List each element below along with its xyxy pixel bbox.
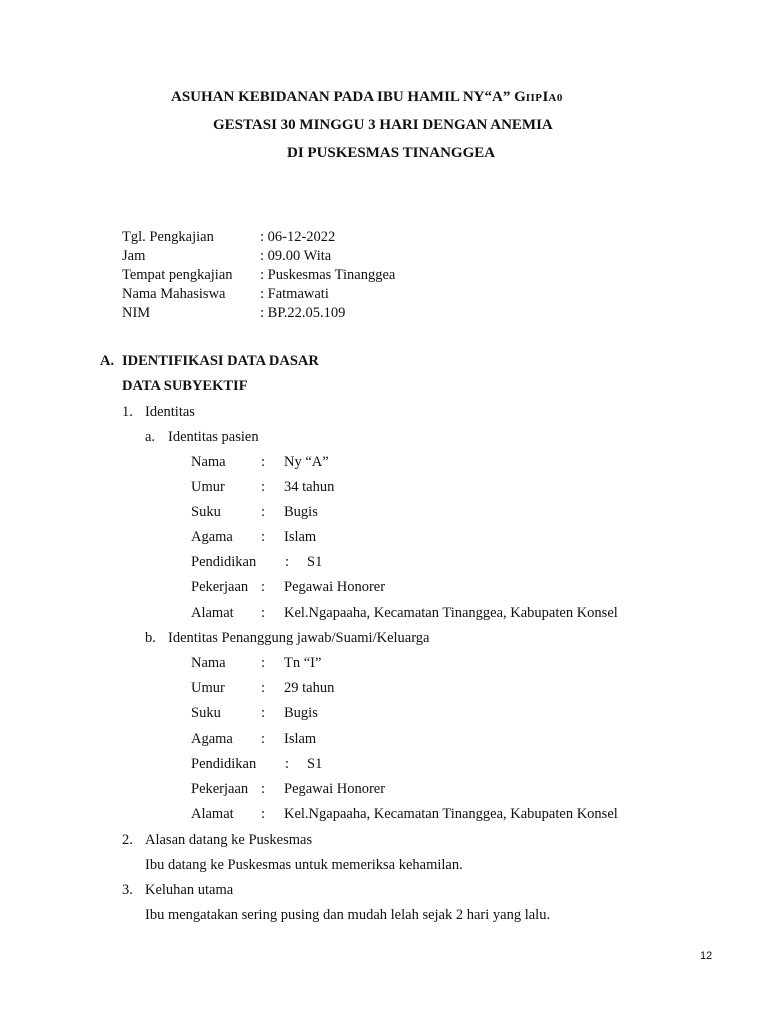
- field-label: Umur: [191, 479, 225, 495]
- field-colon: :: [261, 605, 266, 621]
- meta-label: Nama Mahasiswa: [122, 286, 226, 302]
- list-item-text: Ibu datang ke Puskesmas untuk memeriksa kehamilan.: [145, 857, 463, 873]
- meta-label: Tgl. Pengkajian: [122, 229, 214, 245]
- field-value: 29 tahun: [284, 680, 335, 696]
- field-value: Pegawai Honorer: [284, 579, 386, 595]
- field-colon: :: [261, 529, 266, 545]
- title-line-1-main: ASUHAN KEBIDANAN PADA IBU HAMIL NY“A” G: [171, 89, 526, 105]
- list-item-text: Ibu mengatakan sering pusing dan mudah lelah sejak 2 hari yang lalu.: [145, 907, 551, 923]
- field-colon: :: [285, 756, 290, 772]
- section-heading: IDENTIFIKASI DATA DASAR: [122, 353, 319, 369]
- field-value: Kel.Ngapaaha, Kecamatan Tinanggea, Kabupaten Konsel: [284, 605, 618, 621]
- field-value: 34 tahun: [284, 479, 335, 495]
- field-colon: :: [261, 504, 266, 520]
- field-value: Islam: [284, 529, 317, 545]
- field-colon: :: [261, 731, 266, 747]
- field-label: Pendidikan: [191, 756, 257, 772]
- title-line-1-gravida: IIP: [525, 92, 543, 104]
- field-label: Suku: [191, 504, 221, 520]
- sublist-letter: b.: [145, 630, 156, 646]
- responsible-identity-heading: Identitas Penanggung jawab/Suami/Keluarga: [168, 630, 430, 646]
- field-colon: :: [261, 454, 266, 470]
- document-title-line-2: GESTASI 30 MINGGU 3 HARI DENGAN ANEMIA: [213, 117, 553, 133]
- meta-value: : Puskesmas Tinanggea: [260, 267, 396, 283]
- field-label: Suku: [191, 705, 221, 721]
- field-colon: :: [261, 781, 266, 797]
- field-label: Alamat: [191, 605, 234, 621]
- field-label: Alamat: [191, 806, 234, 822]
- field-label: Pendidikan: [191, 554, 257, 570]
- title-line-1-abortus-count: 0: [556, 92, 563, 104]
- field-value: Tn “I”: [284, 655, 322, 671]
- section-number: A.: [100, 353, 115, 369]
- field-value: Pegawai Honorer: [284, 781, 386, 797]
- field-label: Pekerjaan: [191, 781, 249, 797]
- page-number: 12: [700, 950, 713, 962]
- field-value: Kel.Ngapaaha, Kecamatan Tinanggea, Kabupaten Konsel: [284, 806, 618, 822]
- section-subheading: DATA SUBYEKTIF: [122, 378, 248, 394]
- field-value: Ny “A”: [284, 454, 329, 470]
- meta-label: Tempat pengkajian: [122, 267, 233, 283]
- field-label: Agama: [191, 731, 233, 747]
- field-value: Islam: [284, 731, 317, 747]
- list-number: 1.: [122, 404, 133, 420]
- list-item-label: Keluhan utama: [145, 882, 234, 898]
- meta-value: : BP.22.05.109: [260, 305, 346, 321]
- field-value: S1: [307, 756, 323, 772]
- title-line-1-abortus: A: [548, 92, 557, 104]
- field-colon: :: [261, 479, 266, 495]
- field-label: Pekerjaan: [191, 579, 249, 595]
- list-item-label: Alasan datang ke Puskesmas: [145, 832, 313, 848]
- document-title-line-1: [171, 90, 563, 105]
- meta-label: Jam: [122, 248, 146, 264]
- field-label: Umur: [191, 680, 225, 696]
- field-colon: :: [261, 579, 266, 595]
- field-value: Bugis: [284, 705, 318, 721]
- meta-value: : 09.00 Wita: [260, 248, 332, 264]
- field-colon: :: [261, 655, 266, 671]
- title-line-1-para: I: [542, 89, 549, 105]
- field-label: Agama: [191, 529, 233, 545]
- patient-identity-heading: Identitas pasien: [168, 429, 259, 445]
- field-value: Bugis: [284, 504, 318, 520]
- meta-value: : Fatmawati: [260, 286, 329, 302]
- meta-value: : 06-12-2022: [260, 229, 336, 245]
- field-label: Nama: [191, 454, 226, 470]
- field-colon: :: [261, 705, 266, 721]
- list-item-label: Identitas: [145, 404, 195, 420]
- meta-label: NIM: [122, 305, 151, 321]
- field-label: Nama: [191, 655, 226, 671]
- sublist-letter: a.: [145, 429, 156, 445]
- list-number: 2.: [122, 832, 133, 848]
- field-colon: :: [285, 554, 290, 570]
- list-number: 3.: [122, 882, 133, 898]
- field-colon: :: [261, 680, 266, 696]
- field-colon: :: [261, 806, 266, 822]
- field-value: S1: [307, 554, 323, 570]
- document-title-line-3: DI PUSKESMAS TINANGGEA: [287, 145, 496, 161]
